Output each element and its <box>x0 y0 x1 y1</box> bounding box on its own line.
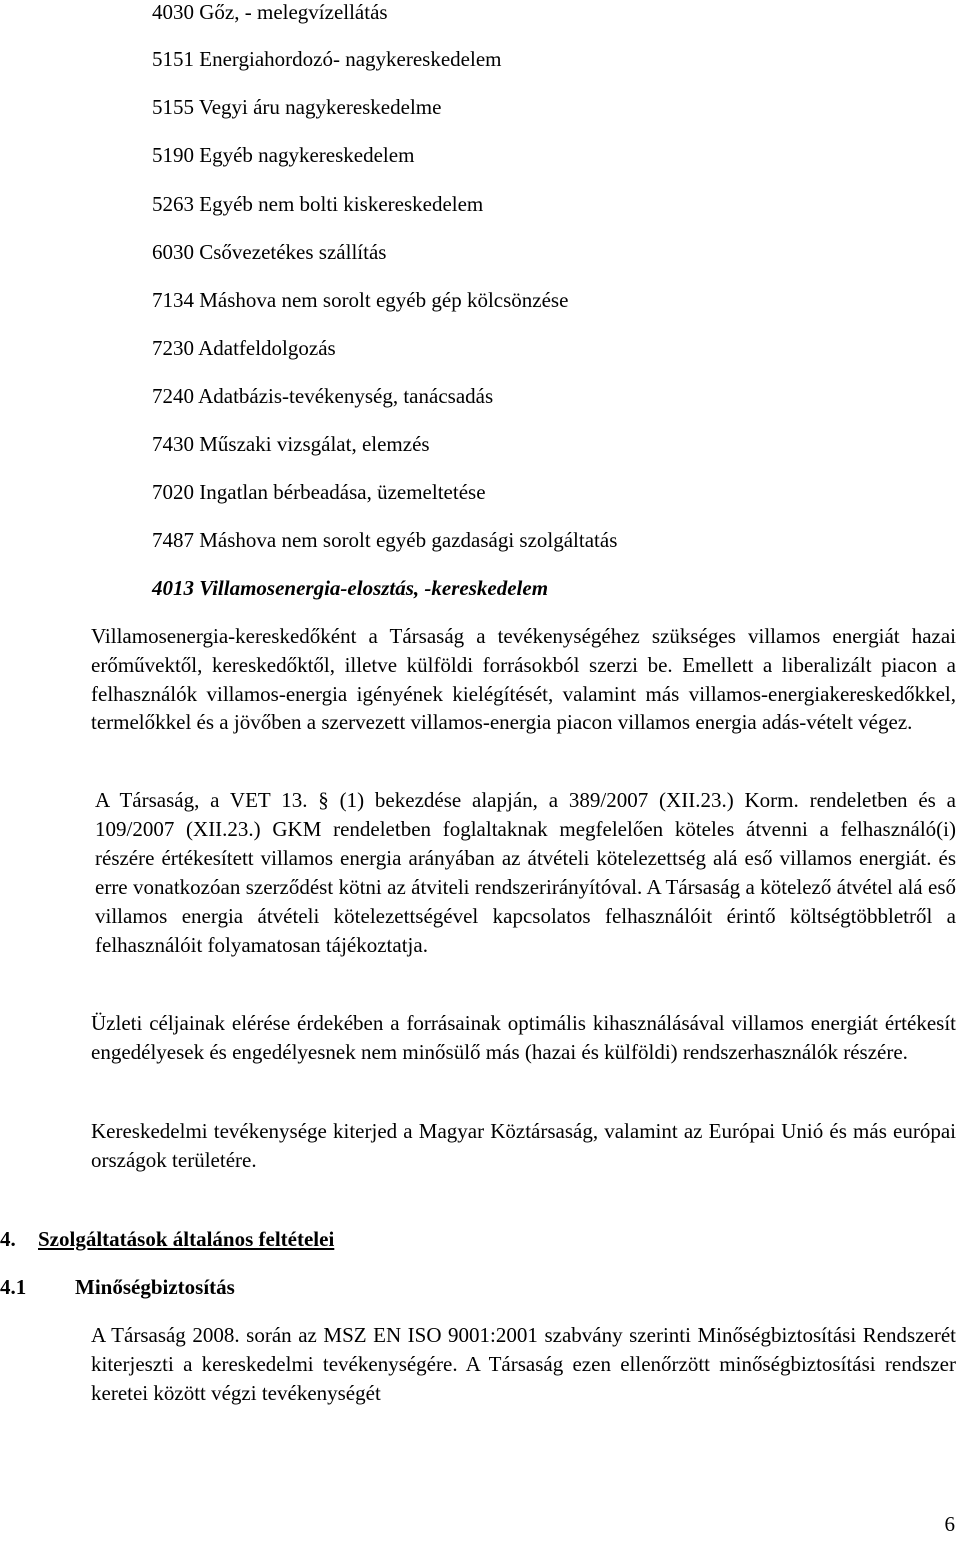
list-item: 5155 Vegyi áru nagykereskedelme <box>152 95 442 119</box>
list-item: 7487 Máshova nem sorolt egyéb gazdasági szolgáltatás <box>152 528 618 552</box>
list-item: 6030 Csővezetékes szállítás <box>152 240 387 264</box>
list-item: 7230 Adatfeldolgozás <box>152 336 336 360</box>
list-item: 7240 Adatbázis-tevékenység, tanácsadás <box>152 384 494 408</box>
section-heading-4-1 <box>0 1275 235 1299</box>
paragraph-business-goals: Üzleti céljainak elérése érdekében a forrásainak optimális kihasználásával villamos energiát értékesít engedélyesek és engedélyesnek nem minősülő más (hazai és külföldi) rendszerhasználók részére. <box>91 1011 956 1064</box>
section-title: Minőségbiztosítás <box>75 1275 235 1299</box>
paragraph-trading-activity: Villamosenergia-kereskedőként a Társaság a tevékenységéhez szükséges villamos energiát hazai erőművektől, kereskedőktől, illetve külföldi forrásokból szerzi be. Emellett a liberalizált piacon a felhasználók villamos-energia igényének kielégítését, valamint más villamos-energiakereskedőkkel, termelőkkel és a jövőben a szervezett villamos-energia piacon villamos energia adás-vételt végez. <box>91 624 956 735</box>
section-number: 4. <box>0 1227 16 1251</box>
paragraph-obligation: A Társaság, a VET 13. § (1) bekezdése alapján, a 389/2007 (XII.23.) Korm. rendeletben és a 109/2007 (XII.23.) GKM rendeletben foglaltaknak megfelelően köteles átvenni a felhasználó(i) részére értékesített villamos energia arányában az átvételi kötelezettség alá eső villamos energiát. és erre vonatkozóan szerződést kötni az átviteli rendszerirányítóval. A Társaság a kötelező átvétel alá eső villamos energia átvételi kötelezettségével kapcsolatos felhasználóit érintő költségtöbbletről a felhasználóit folyamatosan tájékoztatja. <box>95 788 956 957</box>
activity-sub-heading: 4013 Villamosenergia-elosztás, -kereskedelem <box>152 576 549 600</box>
list-item: 5151 Energiahordozó- nagykereskedelem <box>152 47 502 71</box>
list-item: 7020 Ingatlan bérbeadása, üzemeltetése <box>152 480 486 504</box>
section-title: Szolgáltatások általános feltételei <box>38 1227 335 1251</box>
list-item: 7134 Máshova nem sorolt egyéb gép kölcsönzése <box>152 288 569 312</box>
section-heading-4 <box>0 1227 334 1251</box>
list-item: 5263 Egyéb nem bolti kiskereskedelem <box>152 192 484 216</box>
list-item: 5190 Egyéb nagykereskedelem <box>152 143 415 167</box>
section-number: 4.1 <box>0 1275 27 1299</box>
page-number: 6 <box>944 1512 955 1536</box>
paragraph-trading-scope: Kereskedelmi tevékenysége kiterjed a Magyar Köztársaság, valamint az Európai Unió és más európai országok területére. <box>91 1119 956 1172</box>
list-item: 7430 Műszaki vizsgálat, elemzés <box>152 432 430 456</box>
paragraph-quality-assurance: A Társaság 2008. során az MSZ EN ISO 9001:2001 szabvány szerinti Minőségbiztosítási Rendszerét kiterjeszti a kereskedelmi tevékenységére. A Társaság ezen ellenőrzött minőségbiztosítási rendszer keretei között végzi tevékenységét <box>91 1323 956 1405</box>
list-item: 4030 Gőz, - melegvízellátás <box>152 0 388 24</box>
